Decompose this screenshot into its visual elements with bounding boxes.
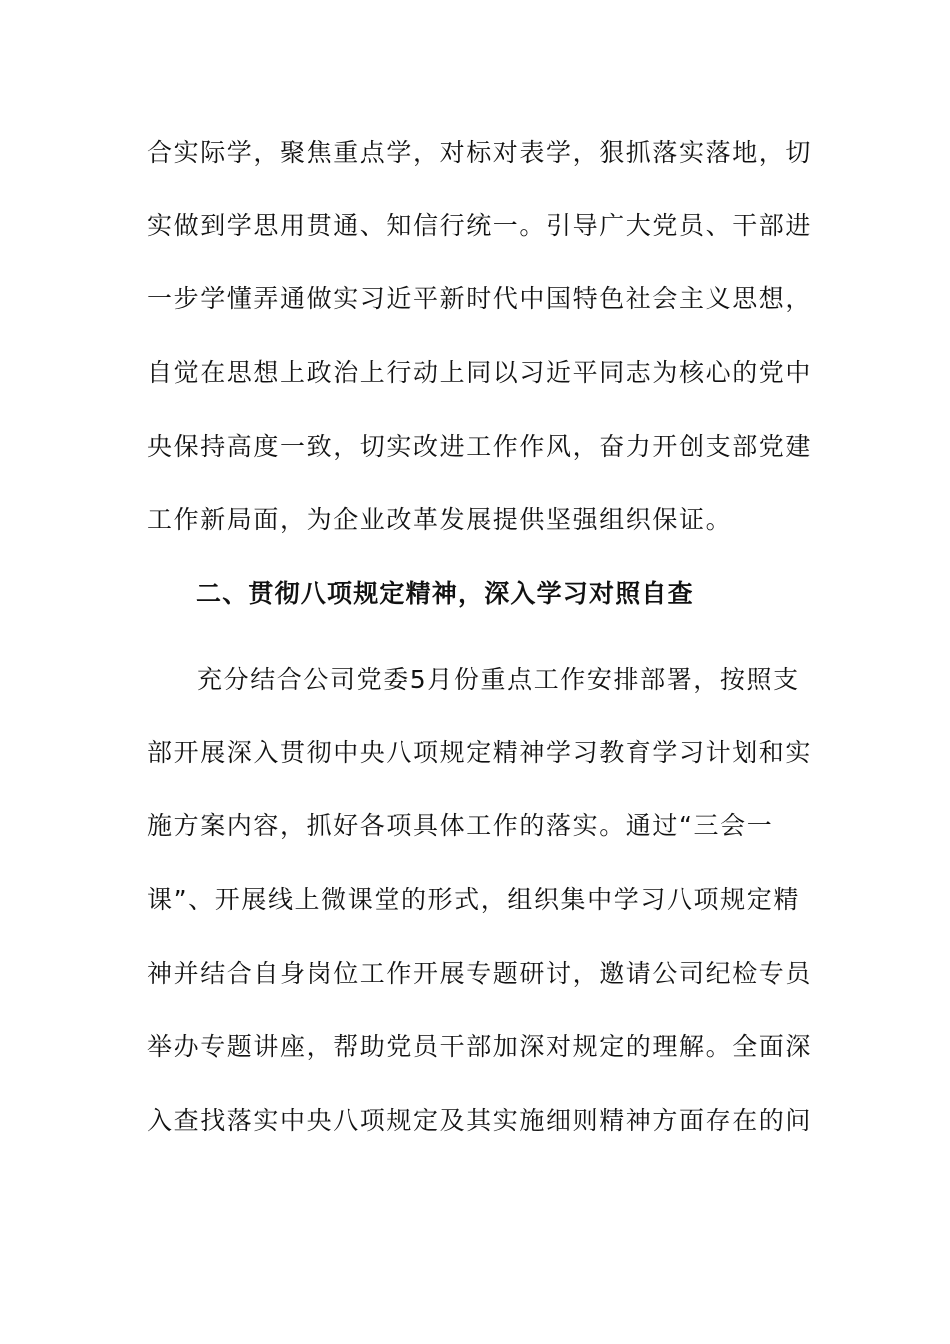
paragraph-line: 实做到学思用贯通、知信行统一。引导广大党员、干部进 [147, 211, 813, 240]
paragraph-line: 自觉在思想上政治上行动上同以习近平同志为核心的党中 [147, 358, 813, 387]
paragraph-line: 部开展深入贯彻中央八项规定精神学习教育学习计划和实 [147, 738, 813, 767]
paragraph-line: 施方案内容，抓好各项具体工作的落实。通过“三会一 [147, 811, 774, 840]
paragraph-line: 举办专题讲座，帮助党员干部加深对规定的理解。全面深 [147, 1032, 813, 1061]
paragraph-line: 入查找落实中央八项规定及其实施细则精神方面存在的问 [147, 1106, 813, 1135]
paragraph-line: 央保持高度一致，切实改进工作作风，奋力开创支部党建 [147, 432, 813, 461]
section-heading: 二、贯彻八项规定精神，深入学习对照自查 [196, 579, 694, 608]
paragraph-line: 充分结合公司党委5月份重点工作安排部署，按照支 [197, 665, 800, 694]
paragraph-line: 一步学懂弄通做实习近平新时代中国特色社会主义思想， [147, 284, 813, 313]
paragraph-line: 课”、开展线上微课堂的形式，组织集中学习八项规定精 [147, 885, 800, 914]
paragraph-line: 合实际学，聚焦重点学，对标对表学，狠抓落实落地，切 [147, 138, 813, 167]
paragraph-line: 工作新局面，为企业改革发展提供坚强组织保证。 [147, 505, 733, 534]
paragraph-line: 神并结合自身岗位工作开展专题研讨，邀请公司纪检专员 [147, 959, 813, 988]
